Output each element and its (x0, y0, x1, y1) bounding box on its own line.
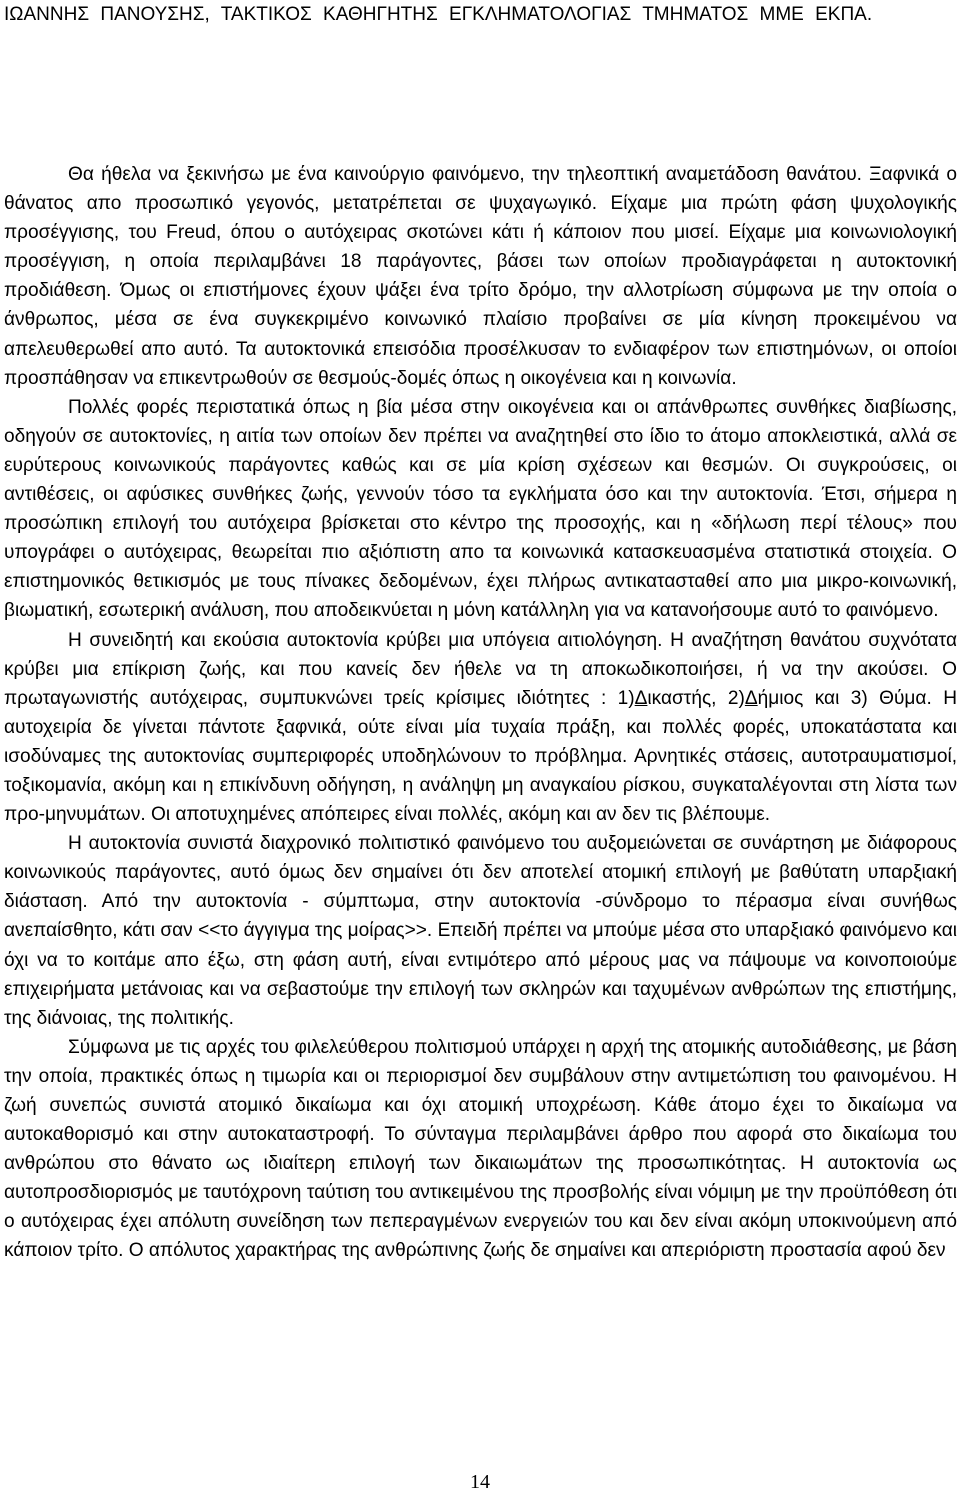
document-body (4, 160, 957, 1266)
author-header: ΙΩΑΝΝΗΣ ΠΑΝΟΥΣΗΣ, ΤΑΚΤΙΚΟΣ ΚΑΘΗΓΗΤΗΣ ΕΓΚΛΗΜΑΤΟΛΟΓΙΑΣ ΤΜΗΜΑΤΟΣ ΜΜΕ ΕΚΠΑ. (4, 4, 873, 25)
paragraph-3-part-b: ικαστής, 2) (647, 687, 745, 709)
paragraph-2: Πολλές φορές περιστατικά όπως η βία μέσα στην οικογένεια και οι απάνθρωπες συνθήκες διαβίωσης, οδηγούν σε αυτοκτονίες, η αιτία των οποίων δεν πρέπει να αναζητηθεί στο ίδιο το άτομο αποκλειστικά, αλλά σε ευρύτερους κοινωνικούς παράγοντες καθώς και σε μία κρίση σχέσεων και θεσμών. Οι συγκρούσεις, οι αντιθέσεις, οι αφύσικες συνθήκες ζωής, γεννούν τόσο τα εγκλήματα όσο και την αυτοκτονία. Έτσι, σήμερα η προσώπικη επιλογή του αυτόχειρα βρίσκεται στο κέντρο της προσοχής, και η «δήλωση περί τέλους» που υπογράφει ο αυτόχειρας, θεωρείται πιο αξιόπιστη απο τα κοινωνικά κατασκευασμένα στατιστικά στοιχεία. Ο επιστημονικός θετικισμός με τους πίνακες δεδομένων, έχει πλήρως αντικατασταθεί απο μια μικρο-κοινωνική, βιωματική, εσωτερική ανάλυση, που αποδεικνύεται η μόνη κατάλληλη για να κατανοήσουμε αυτό το φαινόμενο. (4, 396, 957, 622)
paragraph-3-part-c: ήμιος και 3) Θύμα. Η αυτοχειρία δε γίνεται πάντοτε ξαφνικά, ούτε είναι μία τυχαία πράξη, και πολλές φορές, υποκατάστατα και ισοδύναμες της αυτοκτονίας συμπεριφορές υποδηλώνουν το πρόβλημα. Αρνητικές στάσεις, αυτοτραυματισμοί, τοξικομανία, ακόμη και η επικίνδυνη οδήγηση, η ανάληψη μη αναγκαίου ρίσκου, συγκαταλέγονται στη λίστα των προ-μηνυμάτων. Οι αποτυχημένες απόπειρες είναι πολλές, ακόμη και αν δεν τις βλέπουμε. (4, 687, 957, 826)
underlined-letter-executioner: Δ (744, 687, 758, 709)
paragraph-3 (4, 626, 957, 830)
paragraph-4: Η αυτοκτονία συνιστά διαχρονικό πολιτιστικό φαινόμενο του αυξομειώνεται σε συνάρτηση με διάφορους κοινωνικούς παράγοντες, αυτό όμως δεν σημαίνει ότι δεν αποτελεί ατομική επιλογή με βαθύτατη υπαρξιακή διάσταση. Από την αυτοκτονία - σύμπτωμα, στην αυτοκτονία -σύνδρομο το πέρασμα είναι συνήθως ανεπαίσθητο, κάτι σαν <<το άγγιγμα της μοίρας>>. Επειδή πρέπει να μπούμε μέσα στο υπαρξιακό φαινόμενο και όχι να το κοιτάμε απο έξω, στη φάση αυτή, είναι εντιμότερο από μέρους μας να πάψουμε να κοινοποιούμε επιχειρήματα μετάνοιας και να σεβαστούμε την επιλογή των σκληρών και ταχυμένων ανθρώπων της επιστήμης, της διάνοιας, της πολιτικής. (4, 833, 957, 1029)
underlined-letter-judge: Δ (634, 687, 648, 709)
paragraph-5: Σύμφωνα με τις αρχές του φιλελεύθερου πολιτισμού υπάρχει η αρχή της ατομικής αυτοδιάθεσης, με βάση την οποία, πρακτικές όπως η τιμωρία και οι περιορισμοί δεν συμβάλουν στην αντιμετώπιση του φαινομένου. Η ζωή συνεπώς συνιστά ατομικό δικαίωμα και όχι ατομική υποχρέωση. Κάθε άτομο έχει το δικαίωμα να αυτοκαθορισμό και στην αυτοκαταστροφή. Το σύνταγμα περιλαμβάνει άρθρο που αφορά στο δικαίωμα του ανθρώπου στο θάνατο ως ιδιαίτερη επιλογή των δικαιωμάτων της προσωπικότητας. Η αυτοκτονία ως αυτοπροσδιορισμός με ταυτόχρονη ταύτιση του αντικειμένου της προσβολής είναι νόμιμη με την προϋπόθεση ότι ο αυτόχειρας έχει απόλυτη συνείδηση των πεπεραγμένων ενεργειών του και δεν είναι ακόμη υποκινούμενη από κάποιον τρίτο. Ο απόλυτος χαρακτήρας της ανθρώπινης ζωής δε σημαίνει και απεριόριστη προστασία αφού δεν (4, 1036, 957, 1262)
paragraph-3-part-a: Η συνειδητή και εκούσια αυτοκτονία κρύβει μια υπόγεια αιτιολόγηση. Η αναζήτηση θανάτου συχνότατα κρύβει μια επίκριση ζωής, και που κανείς δεν ήθελε να τη αποκωδικοποιήσει, ή να την ακούσει. Ο πρωταγωνιστής αυτόχειρας, συμπυκνώνει τρείς κρίσιμες ιδιότητες : 1) (4, 629, 957, 709)
page-number: 14 (470, 1471, 490, 1493)
paragraph-1: Θα ήθελα να ξεκινήσω με ένα καινούργιο φαινόμενο, την τηλεοπτική αναμετάδοση θανάτου. Ξαφνικά ο θάνατος απο προσωπικό γεγονός, μετατρέπεται σε ψυχαγωγικό. Είχαμε μια πρώτη φάση ψυχολογικής προσέγγισης, του Freud, όπου ο αυτόχειρας σκοτώνει κάτι ή κάποιον που μισεί. Είχαμε μια κοινωνιολογική προσέγγιση, η οποία περιλαμβάνει 18 παράγοντες, βάσει των οποίων προδιαγράφεται η αυτοκτονική προδιάθεση. Όμως οι επιστήμονες έχουν ψάξει ένα τρίτο δρόμο, την αλλοτρίωση σύμφωνα με την οποία ο άνθρωπος, μέσα σε ένα συγκεκριμένο κοινωνικό πλαίσιο προβαίνει σε μία κίνηση προκειμένου να απελευθερωθεί απο αυτό. Τα αυτοκτονικά επεισόδια προσέλκυσαν το ενδιαφέρον των επιστημόνων, οι οποίοι προσπάθησαν να επικεντρωθούν σε θεσμούς-δομές όπως η οικογένεια και η κοινωνία. (4, 164, 957, 389)
